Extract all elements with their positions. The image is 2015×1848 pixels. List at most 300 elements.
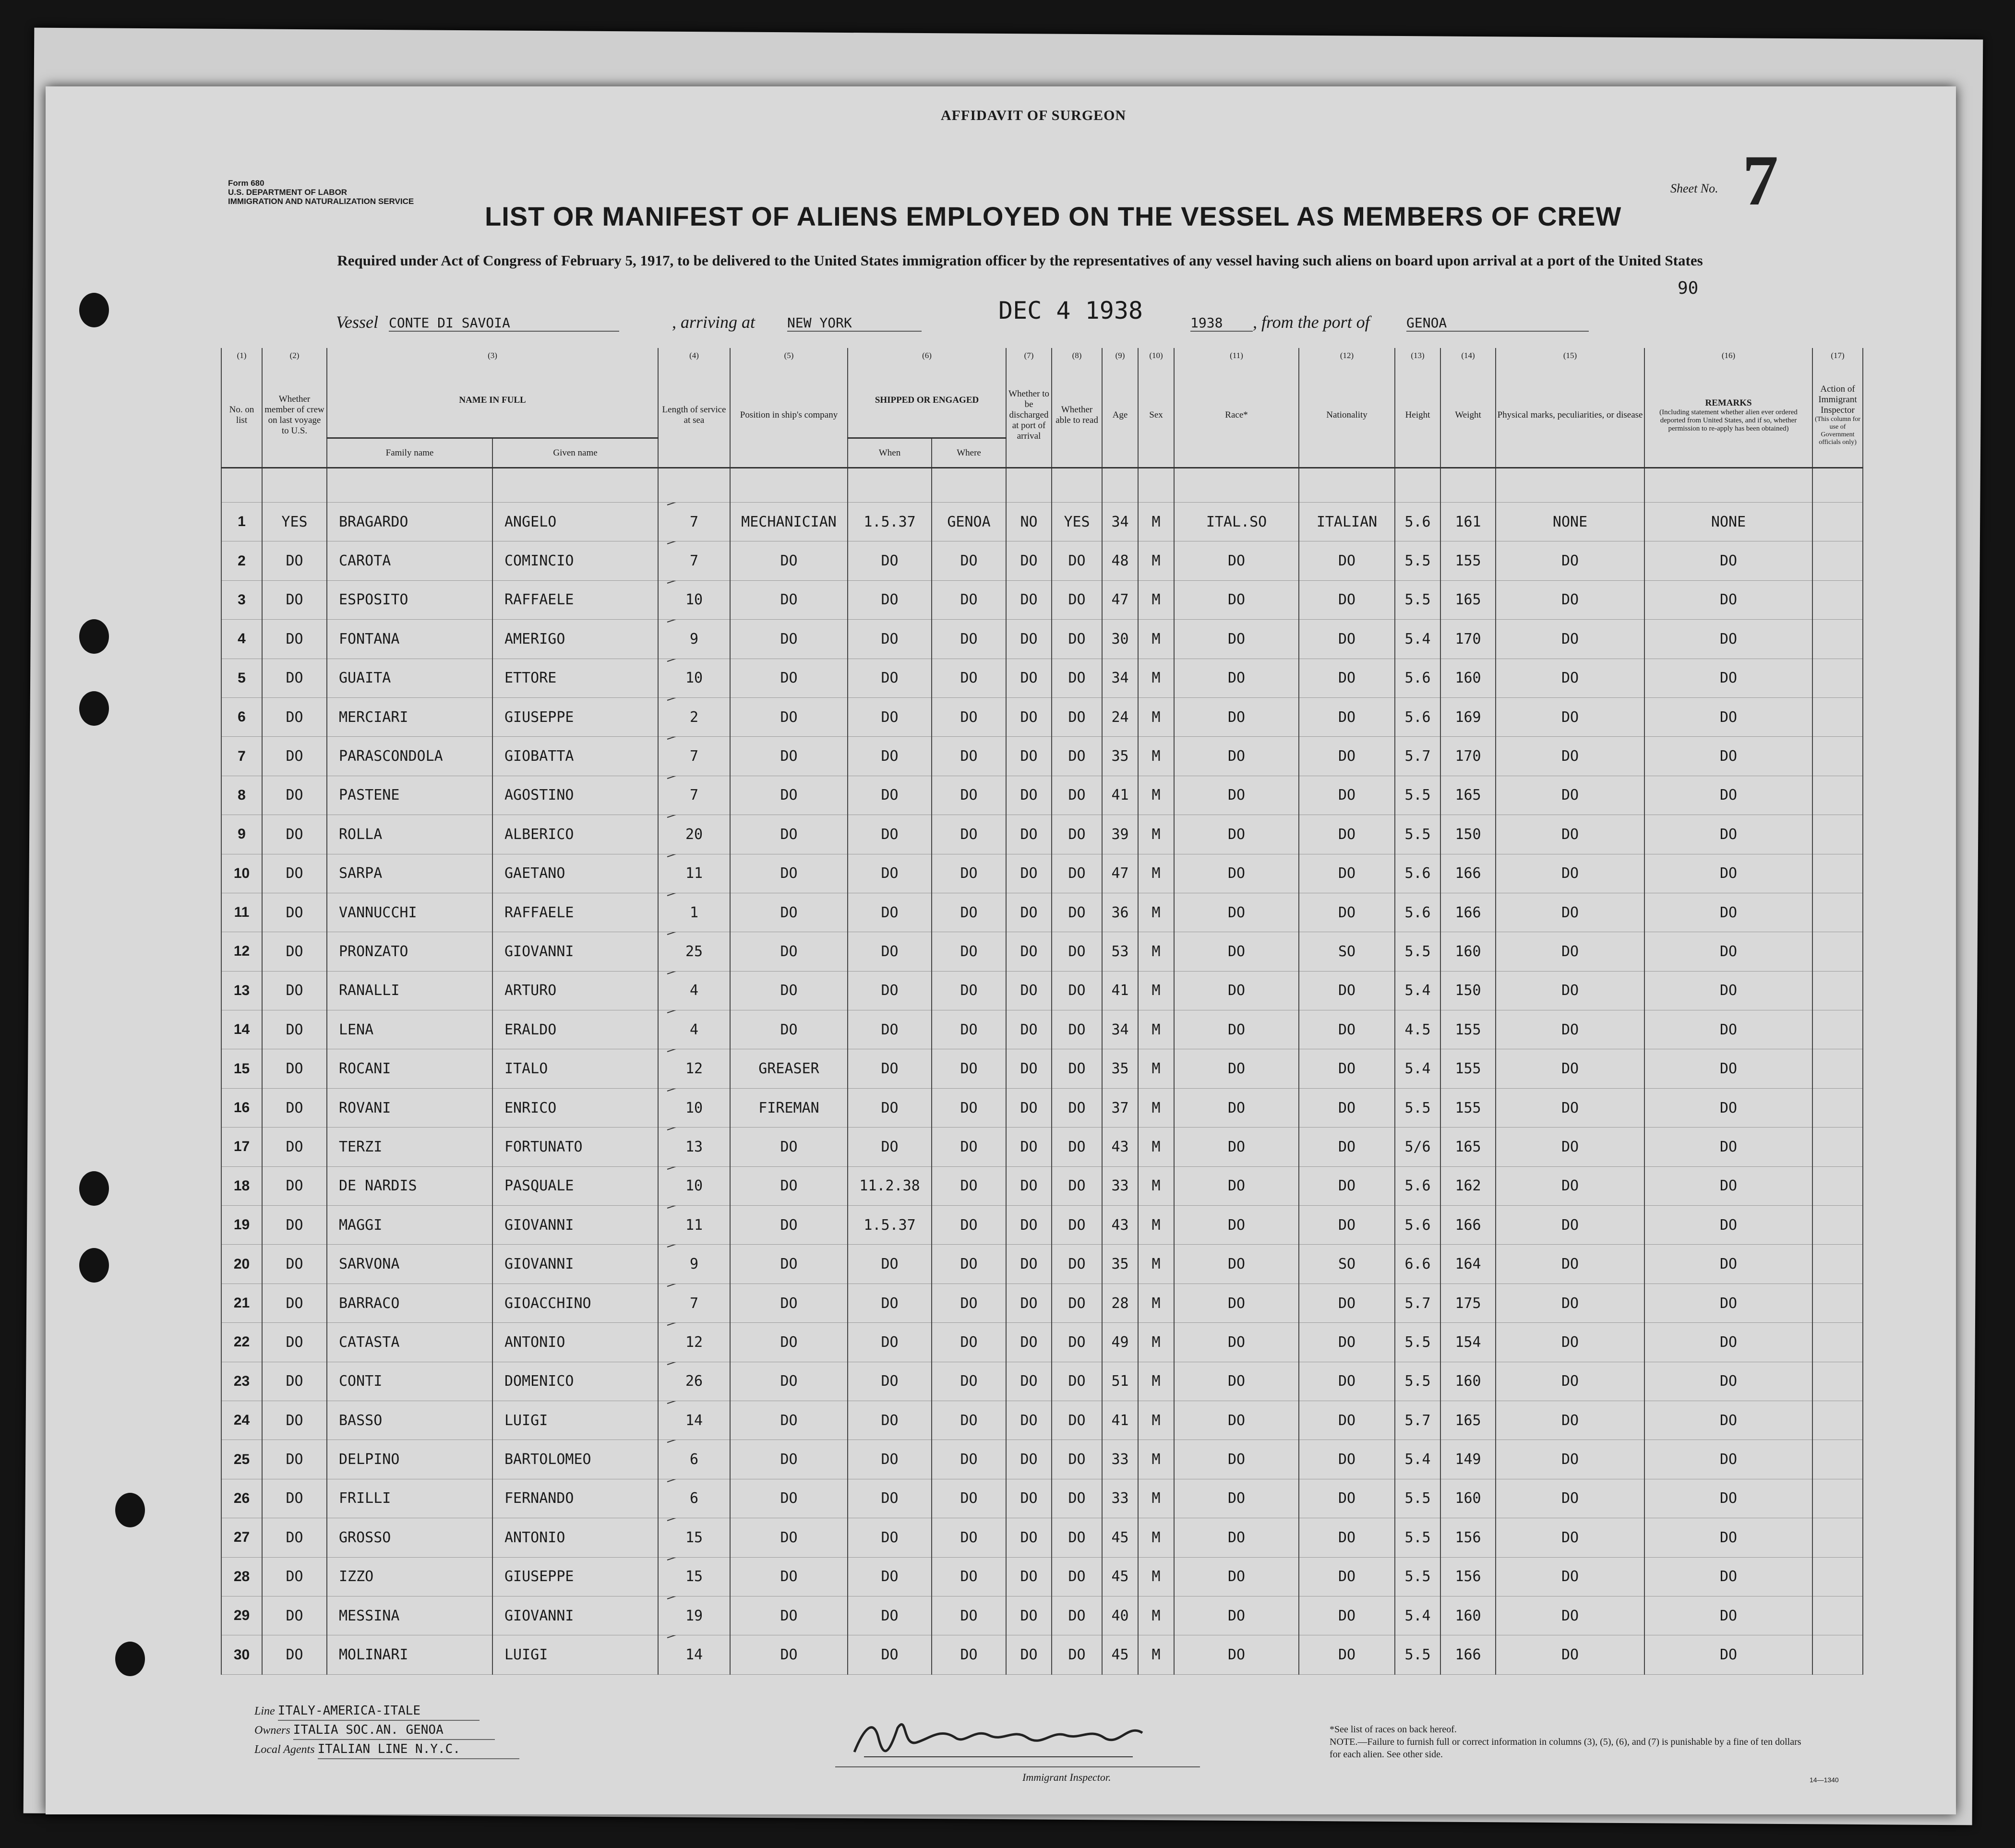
cell-position: FIREMAN	[730, 1088, 848, 1127]
cell-weight: 150	[1440, 971, 1496, 1010]
page-title: LIST OR MANIFEST OF ALIENS EMPLOYED ON THE VESSEL AS MEMBERS OF CREW	[485, 201, 1622, 231]
cell-no: 7	[221, 737, 262, 776]
line-label: Line	[254, 1705, 275, 1717]
penalty-note: NOTE.—Failure to furnish full or correct information in columns (3), (5), (6), and (7) is punishable by a fine of ten dollars for each alien. See other side.	[1330, 1737, 1801, 1760]
cell-physical: DO	[1496, 1010, 1644, 1049]
cell-able-read: DO	[1052, 659, 1102, 697]
cell-action	[1812, 503, 1863, 541]
cell-no: 22	[221, 1323, 262, 1362]
cell-when: DO	[848, 932, 932, 971]
cell-discharged: DO	[1006, 1362, 1052, 1401]
cell-action	[1812, 1206, 1863, 1245]
cell-age: 35	[1102, 1245, 1138, 1284]
cell-height: 5.5	[1395, 1323, 1440, 1362]
cell-when: 1.5.37	[848, 503, 932, 541]
cell-sex: M	[1138, 971, 1174, 1010]
cell-physical: DO	[1496, 971, 1644, 1010]
cell-no: 17	[221, 1128, 262, 1166]
cell-physical: DO	[1496, 1479, 1644, 1518]
cell-position: DO	[730, 659, 848, 697]
cell-position: DO	[730, 1440, 848, 1479]
cell-nationality: DO	[1299, 1362, 1395, 1401]
crew-row	[221, 697, 1863, 736]
cell-nationality: DO	[1299, 697, 1395, 736]
cell-action	[1812, 697, 1863, 736]
cell-height: 5.7	[1395, 1401, 1440, 1440]
cell-remarks: DO	[1644, 1635, 1812, 1674]
cell-able-read: DO	[1052, 932, 1102, 971]
cell-height: 5.5	[1395, 1635, 1440, 1674]
signature-line	[835, 1766, 1200, 1767]
cell-physical: DO	[1496, 1635, 1644, 1674]
cell-discharged: DO	[1006, 541, 1052, 580]
cell-weight: 165	[1440, 580, 1496, 619]
cell-where: DO	[932, 932, 1006, 971]
cell-where: DO	[932, 1401, 1006, 1440]
cell-weight: 156	[1440, 1518, 1496, 1557]
sheet-number: 7	[1742, 141, 1778, 220]
cell-age: 33	[1102, 1479, 1138, 1518]
cell-given-name: GAETANO	[492, 854, 658, 893]
cell-remarks: DO	[1644, 893, 1812, 932]
inspector-label: Immigrant Inspector.	[1022, 1771, 1111, 1783]
cell-nationality: DO	[1299, 737, 1395, 776]
cell-action	[1812, 1323, 1863, 1362]
cell-given-name: GIOBATTA	[492, 737, 658, 776]
cell-length: 14	[658, 1401, 730, 1440]
col-position: Position in ship's company	[730, 363, 848, 468]
cell-where: GENOA	[932, 503, 1006, 541]
cell-age: 41	[1102, 971, 1138, 1010]
cell-discharged: DO	[1006, 697, 1052, 736]
cell-given-name: GIUSEPPE	[492, 1557, 658, 1596]
cell-discharged: DO	[1006, 659, 1052, 697]
crew-row	[221, 1557, 1863, 1596]
crew-row	[221, 815, 1863, 854]
cell-height: 5.5	[1395, 580, 1440, 619]
cell-member: DO	[262, 815, 327, 854]
cell-race: DO	[1174, 1245, 1299, 1284]
cell-able-read: DO	[1052, 1323, 1102, 1362]
cell-physical: DO	[1496, 1088, 1644, 1127]
cell-family-name: BARRACO	[327, 1284, 492, 1322]
cell-height: 5.5	[1395, 776, 1440, 815]
crew-row	[221, 580, 1863, 619]
cell-member: DO	[262, 1206, 327, 1245]
cell-race: DO	[1174, 1049, 1299, 1088]
cell-given-name: ANGELO	[492, 503, 658, 541]
cell-sex: M	[1138, 620, 1174, 659]
cell-age: 34	[1102, 1010, 1138, 1049]
cell-sex: M	[1138, 697, 1174, 736]
cell-race: DO	[1174, 1010, 1299, 1049]
cell-age: 35	[1102, 1049, 1138, 1088]
cell-age: 34	[1102, 659, 1138, 697]
cell-where: DO	[932, 1557, 1006, 1596]
col-remarks: REMARKS (Including statement whether alien ever ordered deported from United States, and if so, whether permission to re-apply has been obtained)	[1644, 363, 1812, 468]
cell-when: DO	[848, 1362, 932, 1401]
cell-family-name: GUAITA	[327, 659, 492, 697]
cell-where: DO	[932, 1596, 1006, 1635]
crew-row	[221, 1128, 1863, 1166]
owners-value: ITALIA SOC.AN. GENOA	[293, 1721, 495, 1740]
cell-age: 49	[1102, 1323, 1138, 1362]
cell-remarks: DO	[1644, 1128, 1812, 1166]
col-weight: Weight	[1440, 363, 1496, 468]
cell-physical: DO	[1496, 1557, 1644, 1596]
cell-where: DO	[932, 1284, 1006, 1322]
cell-able-read: DO	[1052, 620, 1102, 659]
punch-hole	[79, 293, 109, 327]
cell-given-name: LUIGI	[492, 1401, 658, 1440]
crew-row	[221, 737, 1863, 776]
cell-position: DO	[730, 1401, 848, 1440]
cell-discharged: DO	[1006, 737, 1052, 776]
cell-length: 7	[658, 737, 730, 776]
cell-when: DO	[848, 1049, 932, 1088]
cell-action	[1812, 580, 1863, 619]
cell-given-name: ENRICO	[492, 1088, 658, 1127]
cell-nationality: DO	[1299, 854, 1395, 893]
cell-no: 27	[221, 1518, 262, 1557]
crew-row	[221, 1245, 1863, 1284]
date-stamp: DEC 4 1938	[998, 297, 1143, 324]
cell-nationality: DO	[1299, 1128, 1395, 1166]
cell-given-name: ANTONIO	[492, 1518, 658, 1557]
cell-family-name: RANALLI	[327, 971, 492, 1010]
col-given-name: Given name	[492, 438, 658, 468]
cell-remarks: DO	[1644, 1206, 1812, 1245]
cell-race: DO	[1174, 1596, 1299, 1635]
cell-member: DO	[262, 1128, 327, 1166]
cell-no: 26	[221, 1479, 262, 1518]
cell-where: DO	[932, 1088, 1006, 1127]
cell-family-name: MERCIARI	[327, 697, 492, 736]
cell-able-read: DO	[1052, 1049, 1102, 1088]
cell-weight: 170	[1440, 620, 1496, 659]
cell-nationality: DO	[1299, 1049, 1395, 1088]
cell-age: 34	[1102, 503, 1138, 541]
cell-race: DO	[1174, 1206, 1299, 1245]
cell-member: DO	[262, 737, 327, 776]
cell-able-read: DO	[1052, 697, 1102, 736]
cell-remarks: DO	[1644, 1245, 1812, 1284]
cell-height: 5.4	[1395, 1049, 1440, 1088]
cell-remarks: DO	[1644, 1284, 1812, 1322]
cell-length: 19	[658, 1596, 730, 1635]
cell-when: DO	[848, 659, 932, 697]
cell-member: DO	[262, 1010, 327, 1049]
cell-sex: M	[1138, 1284, 1174, 1322]
cell-length: 2	[658, 697, 730, 736]
cell-length: 7	[658, 1284, 730, 1322]
cell-sex: M	[1138, 659, 1174, 697]
cell-weight: 170	[1440, 737, 1496, 776]
cell-length: 7	[658, 541, 730, 580]
cell-age: 35	[1102, 737, 1138, 776]
cell-physical: DO	[1496, 1362, 1644, 1401]
cell-height: 5.7	[1395, 737, 1440, 776]
cell-remarks: DO	[1644, 854, 1812, 893]
col-nationality: Nationality	[1299, 363, 1395, 468]
cell-given-name: COMINCIO	[492, 541, 658, 580]
cell-length: 14	[658, 1635, 730, 1674]
cell-family-name: TERZI	[327, 1128, 492, 1166]
cell-sex: M	[1138, 1049, 1174, 1088]
cell-family-name: CATASTA	[327, 1323, 492, 1362]
cell-age: 53	[1102, 932, 1138, 971]
cell-nationality: DO	[1299, 1440, 1395, 1479]
col-length-service: Length of service at sea	[658, 363, 730, 468]
cell-remarks: DO	[1644, 1401, 1812, 1440]
cell-family-name: DE NARDIS	[327, 1166, 492, 1205]
cell-race: DO	[1174, 1088, 1299, 1127]
cell-nationality: DO	[1299, 971, 1395, 1010]
cell-action	[1812, 854, 1863, 893]
tick-mark	[667, 541, 730, 544]
cell-physical: DO	[1496, 737, 1644, 776]
tick-mark	[667, 1518, 730, 1521]
cell-age: 43	[1102, 1128, 1138, 1166]
cell-position: DO	[730, 580, 848, 619]
cell-position: MECHANICIAN	[730, 503, 848, 541]
cell-remarks: DO	[1644, 932, 1812, 971]
cell-member: DO	[262, 659, 327, 697]
cell-height: 5.7	[1395, 1284, 1440, 1322]
cell-height: 5/6	[1395, 1128, 1440, 1166]
cell-age: 39	[1102, 815, 1138, 854]
cell-family-name: MAGGI	[327, 1206, 492, 1245]
cell-member: DO	[262, 580, 327, 619]
cell-remarks: DO	[1644, 697, 1812, 736]
cell-family-name: BASSO	[327, 1401, 492, 1440]
cell-when: DO	[848, 737, 932, 776]
cell-sex: M	[1138, 1128, 1174, 1166]
cell-height: 5.5	[1395, 932, 1440, 971]
column-header-row	[221, 363, 1863, 438]
cell-weight: 156	[1440, 1557, 1496, 1596]
cell-weight: 160	[1440, 932, 1496, 971]
cell-length: 10	[658, 1166, 730, 1205]
crew-row	[221, 1049, 1863, 1088]
cell-sex: M	[1138, 1479, 1174, 1518]
cell-discharged: DO	[1006, 1596, 1052, 1635]
cell-able-read: DO	[1052, 1596, 1102, 1635]
cell-when: DO	[848, 1323, 932, 1362]
cell-when: DO	[848, 1128, 932, 1166]
cell-no: 11	[221, 893, 262, 932]
cell-action	[1812, 971, 1863, 1010]
cell-height: 5.5	[1395, 1088, 1440, 1127]
cell-age: 43	[1102, 1206, 1138, 1245]
cell-height: 5.6	[1395, 503, 1440, 541]
crew-row	[221, 1362, 1863, 1401]
cell-physical: DO	[1496, 697, 1644, 736]
cell-no: 25	[221, 1440, 262, 1479]
cell-action	[1812, 659, 1863, 697]
cell-weight: 166	[1440, 1635, 1496, 1674]
cell-physical: DO	[1496, 815, 1644, 854]
cell-where: DO	[932, 971, 1006, 1010]
cell-discharged: DO	[1006, 1635, 1052, 1674]
cell-physical: DO	[1496, 1323, 1644, 1362]
cell-sex: M	[1138, 815, 1174, 854]
cell-discharged: DO	[1006, 1245, 1052, 1284]
cell-discharged: DO	[1006, 854, 1052, 893]
cell-position: DO	[730, 1479, 848, 1518]
cell-discharged: DO	[1006, 580, 1052, 619]
sheet-number-label: Sheet No.	[1670, 181, 1718, 195]
cell-no: 20	[221, 1245, 262, 1284]
col-name-in-full: NAME IN FULL	[327, 363, 658, 438]
cell-race: DO	[1174, 776, 1299, 815]
cell-remarks: DO	[1644, 659, 1812, 697]
cell-no: 29	[221, 1596, 262, 1635]
crew-row	[221, 1088, 1863, 1127]
cell-length: 13	[658, 1128, 730, 1166]
cell-when: DO	[848, 1010, 932, 1049]
cell-family-name: FRILLI	[327, 1479, 492, 1518]
cell-discharged: DO	[1006, 1440, 1052, 1479]
cell-race: DO	[1174, 971, 1299, 1010]
cell-discharged: DO	[1006, 620, 1052, 659]
cell-able-read: DO	[1052, 971, 1102, 1010]
cell-weight: 166	[1440, 893, 1496, 932]
cell-where: DO	[932, 1128, 1006, 1166]
tick-mark	[667, 620, 730, 623]
cell-given-name: GIOVANNI	[492, 1245, 658, 1284]
tick-mark	[667, 659, 730, 661]
cell-physical: NONE	[1496, 503, 1644, 541]
cell-physical: DO	[1496, 1284, 1644, 1322]
cell-where: DO	[932, 1206, 1006, 1245]
cell-height: 5.4	[1395, 620, 1440, 659]
cell-nationality: DO	[1299, 815, 1395, 854]
cell-nationality: DO	[1299, 1088, 1395, 1127]
cell-when: DO	[848, 697, 932, 736]
cell-able-read: DO	[1052, 1518, 1102, 1557]
cell-height: 4.5	[1395, 1010, 1440, 1049]
cell-physical: DO	[1496, 1245, 1644, 1284]
cell-weight: 155	[1440, 1010, 1496, 1049]
cell-length: 26	[658, 1362, 730, 1401]
cell-remarks: DO	[1644, 580, 1812, 619]
cell-position: DO	[730, 1128, 848, 1166]
cell-height: 5.5	[1395, 1518, 1440, 1557]
crew-row	[221, 503, 1863, 541]
cell-able-read: DO	[1052, 541, 1102, 580]
cell-age: 40	[1102, 1596, 1138, 1635]
cell-physical: DO	[1496, 1049, 1644, 1088]
cell-physical: DO	[1496, 659, 1644, 697]
cell-action	[1812, 1401, 1863, 1440]
col-action-inspector: Action of Immigrant Inspector (This column for use of Government officials only)	[1812, 363, 1863, 468]
cell-when: DO	[848, 1635, 932, 1674]
cell-when: DO	[848, 1479, 932, 1518]
cell-age: 33	[1102, 1166, 1138, 1205]
cell-when: DO	[848, 1284, 932, 1322]
tick-mark	[667, 697, 730, 700]
cell-no: 5	[221, 659, 262, 697]
cell-given-name: AMERIGO	[492, 620, 658, 659]
cell-where: DO	[932, 737, 1006, 776]
cell-member: DO	[262, 776, 327, 815]
cell-physical: DO	[1496, 620, 1644, 659]
col-race: Race*	[1174, 363, 1299, 468]
cell-height: 5.6	[1395, 697, 1440, 736]
cell-discharged: NO	[1006, 503, 1052, 541]
cell-remarks: DO	[1644, 1049, 1812, 1088]
cell-action	[1812, 1049, 1863, 1088]
cell-able-read: DO	[1052, 580, 1102, 619]
arriving-label: , arriving at	[672, 312, 756, 332]
cell-remarks: DO	[1644, 1362, 1812, 1401]
cell-member: DO	[262, 1518, 327, 1557]
cell-when: DO	[848, 815, 932, 854]
cell-remarks: DO	[1644, 620, 1812, 659]
cell-able-read: DO	[1052, 776, 1102, 815]
cell-sex: M	[1138, 580, 1174, 619]
cell-where: DO	[932, 893, 1006, 932]
cell-member: DO	[262, 932, 327, 971]
cell-family-name: PARASCONDOLA	[327, 737, 492, 776]
cell-discharged: DO	[1006, 1518, 1052, 1557]
cell-race: DO	[1174, 1557, 1299, 1596]
cell-action	[1812, 1284, 1863, 1322]
cell-age: 45	[1102, 1518, 1138, 1557]
cell-able-read: DO	[1052, 1010, 1102, 1049]
cell-nationality: DO	[1299, 580, 1395, 619]
col-shipped-engaged: SHIPPED OR ENGAGED	[848, 363, 1006, 438]
cell-given-name: PASQUALE	[492, 1166, 658, 1205]
cell-member: DO	[262, 854, 327, 893]
crew-row	[221, 893, 1863, 932]
cell-given-name: ETTORE	[492, 659, 658, 697]
cell-where: DO	[932, 815, 1006, 854]
cell-discharged: DO	[1006, 1284, 1052, 1322]
cell-physical: DO	[1496, 932, 1644, 971]
cell-sex: M	[1138, 854, 1174, 893]
cell-height: 5.4	[1395, 1440, 1440, 1479]
tick-mark	[667, 1635, 730, 1638]
cell-position: DO	[730, 1166, 848, 1205]
cell-age: 24	[1102, 697, 1138, 736]
agents-value: ITALIAN LINE N.Y.C.	[318, 1740, 519, 1759]
cell-length: 4	[658, 1010, 730, 1049]
cell-no: 1	[221, 503, 262, 541]
cell-member: DO	[262, 1049, 327, 1088]
col-family-name: Family name	[327, 438, 492, 468]
cell-member: DO	[262, 1479, 327, 1518]
cell-position: DO	[730, 893, 848, 932]
cell-race: DO	[1174, 1401, 1299, 1440]
cell-nationality: SO	[1299, 932, 1395, 971]
cell-length: 10	[658, 1088, 730, 1127]
cell-given-name: ERALDO	[492, 1010, 658, 1049]
cell-sex: M	[1138, 776, 1174, 815]
cell-where: DO	[932, 1635, 1006, 1674]
cell-able-read: DO	[1052, 1166, 1102, 1205]
crew-row	[221, 1479, 1863, 1518]
cell-weight: 150	[1440, 815, 1496, 854]
cell-discharged: DO	[1006, 776, 1052, 815]
cell-remarks: DO	[1644, 1557, 1812, 1596]
cell-physical: DO	[1496, 541, 1644, 580]
cell-no: 10	[221, 854, 262, 893]
tick-mark	[667, 1479, 730, 1482]
cell-sex: M	[1138, 1088, 1174, 1127]
cell-age: 47	[1102, 854, 1138, 893]
